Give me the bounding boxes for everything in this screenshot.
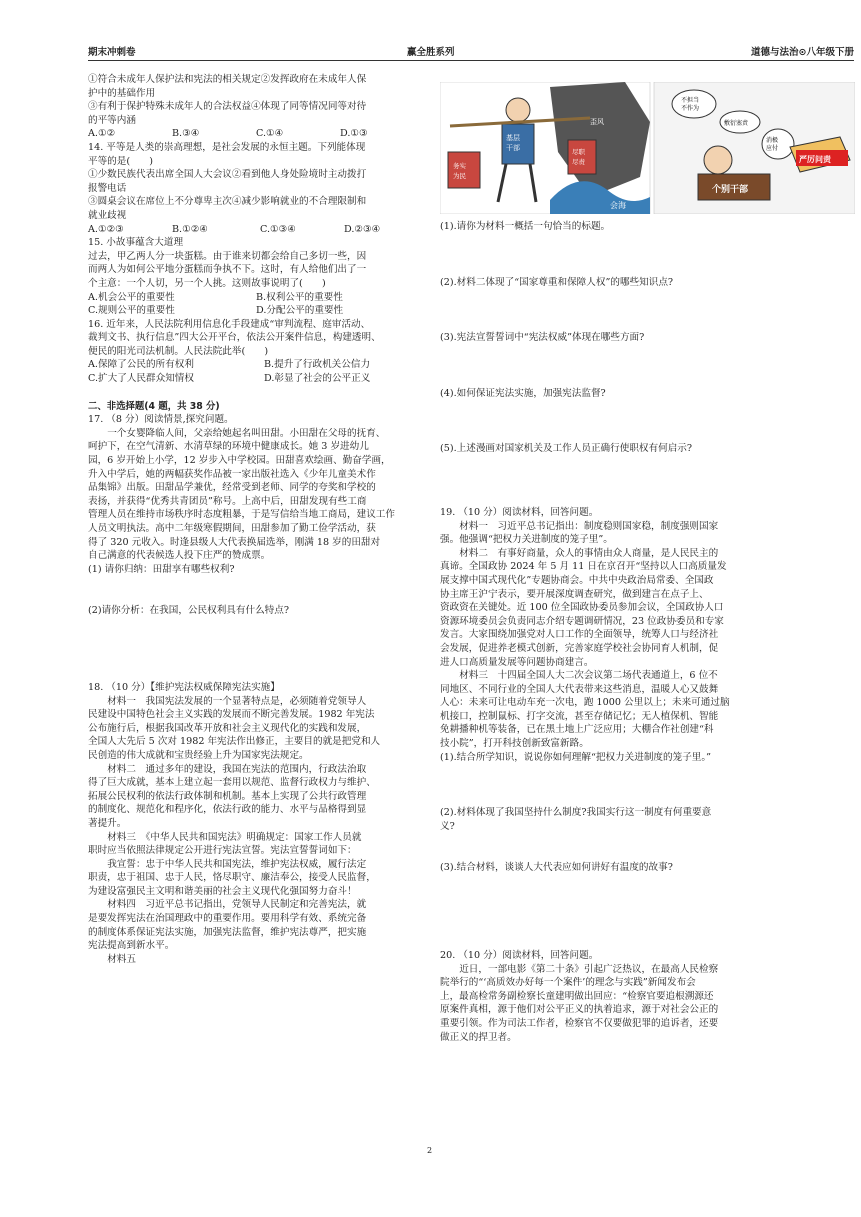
- q19-head: 19. （10 分）阅读材料，回答问题。: [440, 506, 599, 518]
- sign-1-line-1: 不担当: [681, 97, 700, 104]
- cartoon-left-panel: [440, 82, 650, 214]
- q14-option-d: D.②③④: [344, 223, 381, 235]
- q16-option-a: A.保障了公民的所有权利: [88, 359, 194, 371]
- bucket-right: [568, 140, 596, 174]
- official-head: [704, 146, 732, 174]
- q14-line: ③圆桌会议在席位上不分尊卑主次④减少影响就业的不合理限制和: [88, 196, 367, 208]
- header-left: 期末冲刺卷: [88, 47, 136, 58]
- q19-m2-line: 真谛。全国政协 2024 年 5 月 11 日在京召开“坚持以人口高质量发: [440, 561, 727, 573]
- q19-m3-line: 免耕播种机等装备，已在黑土地上广泛应用；大棚合作社创建“科: [440, 724, 714, 736]
- q14-line: 平等的是( ): [88, 155, 154, 167]
- q14-line: 报警电话: [88, 182, 127, 194]
- q18-m4-line: 是要发挥宪法在治国理政中的重要作用。要用科学有效、系统完备: [88, 913, 367, 925]
- q18-sub-1: (1).请你为材料一概括一句恰当的标题。: [440, 221, 611, 232]
- q13-options: [88, 127, 432, 141]
- q18-oath-line: 为建设富强民主文明和谐美丽的社会主义现代化强国努力奋斗！: [88, 885, 357, 897]
- q15-option-d: D.分配公平的重要性: [256, 305, 344, 317]
- q17-head: 17. （8 分）阅读情景,探究问题。: [88, 414, 234, 426]
- cadre-label-1: 基层: [506, 134, 520, 142]
- q18-m1-line: 民创造的伟大成就和宝贵经验上升为国家宪法规定。: [88, 749, 309, 761]
- q19-m2-line: 协主席王沪宁表示，要开展深度调查研究，做到建言在点子上、: [440, 588, 709, 600]
- q15-options-row1: [88, 291, 432, 305]
- page-number: 2: [427, 1146, 433, 1155]
- q18-sub-3: (3).宪法宣誓誓词中“宪法权威”体现在哪些方面?: [440, 332, 645, 344]
- q17-line: 自己满意的代表候选人投下庄严的赞成票。: [88, 550, 271, 562]
- q19-m2-line: 资源环境委员会负责同志介绍专题调研情况，23 位政协委员和专家: [440, 615, 724, 627]
- q18-oath-line: 职责，忠于祖国、忠于人民，恪尽职守、廉洁奉公，接受人民监督，: [88, 872, 376, 884]
- bucket-right-label-2: 尽责: [572, 158, 585, 166]
- q18-m2-line: 的制度化、规范化和程序化，依法行政的能力、水平与品格得到显: [88, 804, 367, 816]
- q19-m3-line: 机接口，控制鼠标、打字交流，甚至存储记忆；无人植保机、智能: [440, 710, 719, 722]
- q20-line: 原案件真相，源于他们对公平正义的执着追求，源于对社会公正的: [440, 1004, 719, 1016]
- q19-sub-2: (2).材料体现了我国坚持什么制度?我国实行这一制度有何重要意: [440, 807, 712, 819]
- q14-line: 就业歧视: [88, 209, 127, 221]
- q16-line: 裁判文书、执行信息”四大公开平台，依法公开案件信息，构建透明、: [88, 332, 381, 344]
- q17-line: 管理人员在维持市场秩序时态度粗暴，于是写信给当地工商局，建议工作: [88, 509, 395, 521]
- q14-line: 14. 平等是人类的崇高理想，是社会发展的永恒主题。下列能体现: [88, 141, 366, 153]
- q18-m4-line: 的制度体系保证宪法实施，加强宪法监督，维护宪法尊严，把实施: [88, 926, 367, 938]
- q20-line: 近日，一部电影《第二十条》引起广泛热议，在最高人民检察: [459, 963, 719, 975]
- header-center: 赢全胜系列: [407, 47, 455, 58]
- q15-options-row2: [88, 304, 432, 318]
- page-header: [88, 44, 854, 58]
- cartoon-right-panel: [654, 82, 855, 214]
- q18-m2-line: 材料二 通过多年的建设，我国在宪法的范围内，行政法治取: [107, 763, 367, 775]
- q13-line: 护中的基础作用: [88, 87, 156, 99]
- q19-sub-2-cont: 义?: [440, 820, 455, 832]
- q14-option-c: C.①③④: [260, 223, 296, 235]
- q18-sub-5: (5).上述漫画对国家机关及工作人员正确行使职权有何启示?: [440, 443, 693, 455]
- q14-options: [88, 223, 432, 237]
- q20-line: 做正义的捍卫者。: [440, 1031, 517, 1043]
- q14-line: ①少数民族代表出席全国人大会议②看到他人身处险境时主动拨打: [88, 169, 367, 181]
- q19-m2-line: 发言。大家围绕加强党对人口工作的全面领导，统筹人口与经济社: [440, 629, 719, 641]
- plaque-label: 个别干部: [712, 185, 749, 195]
- q18-m3-line: 材料三 《中华人民共和国宪法》明确规定：国家工作人员就: [107, 831, 362, 843]
- q17-subquestion-1: (1) 请你归纳：田甜享有哪些权利?: [88, 563, 235, 575]
- header-right: 道德与法治⊙八年级下册: [751, 47, 854, 58]
- q16-option-d: D.彰显了社会的公平正义: [264, 373, 371, 385]
- wave-label: 会海: [610, 201, 626, 210]
- q19-m2-line: 材料二 有事好商量，众人的事情由众人商量，是人民民主的: [459, 547, 719, 559]
- q18-m1-line: 材料一 我国宪法发展的一个显著特点是，必须随着党领导人: [107, 695, 367, 707]
- q16-option-c: C.扩大了人民群众知情权: [88, 373, 194, 385]
- section-title: 二、非选择题(4 题，共 38 分): [88, 400, 220, 412]
- q19-m3-line: 材料三 十四届全国人大二次会议第二场代表通道上，6 位不: [459, 670, 718, 682]
- q15-line: 过去，甲乙两人分一块蛋糕。由于谁来切都会给自己多切一些，因: [88, 250, 367, 262]
- q17-line: 人员文明执法。高中二年级寒假期间，田甜参加了勤工俭学活动，获: [88, 523, 376, 534]
- sign-3-line-2: 应付: [766, 145, 779, 152]
- q13-line: ①符合未成年人保护法和宪法的相关规定②发挥政府在未成年人保: [88, 74, 367, 85]
- q19-m2-line: 资政资在关键处。近 100 位全国政协委员参加会议，全国政协人口: [440, 602, 724, 614]
- q17-subquestion-2: (2)请你分析：在我国，公民权利具有什么特点?: [88, 605, 290, 617]
- q16-options-row2: [88, 372, 432, 386]
- q18-m4-line: 材料四 习近平总书记指出，党领导人民制定和完善宪法，就: [107, 899, 367, 911]
- q18-m3-line: 职时应当依照法律规定公开进行宪法宣誓。宪法宣誓誓词如下：: [88, 845, 357, 857]
- q17-line: 园，6 岁开始上小学，12 岁步入中学校园。田甜喜欢绘画、勤奋学画，: [88, 455, 391, 467]
- q14-option-b: B.①②④: [172, 223, 208, 235]
- q19-sub-1: (1).结合所学知识，说说你如何理解“把权力关进制度的笼子里。”: [440, 751, 712, 763]
- q13-line: 的平等内涵: [88, 114, 136, 126]
- q15-line: 个主意：一个人切，另一个人挑。这则故事说明了( ): [88, 277, 326, 289]
- bucket-right-label-1: 尽职: [572, 148, 585, 156]
- q16-line: 便民的阳光司法机制。人民法院此举( ): [88, 345, 269, 357]
- q20-line: 上，最高检常务副检察长童建明做出回应：“检察官要追根溯源还: [440, 990, 714, 1002]
- q19-m3-line: 人心：未来可让电动车充一次电，跑 1000 公里以上；未来可通过脑: [440, 697, 730, 709]
- q13-line: ③有利于保护特殊未成年人的合法权益④体现了同等情况同等对待: [88, 101, 367, 113]
- q19-m3-line: 技小院”，打开科技创新致富新路。: [440, 738, 589, 750]
- cadre-label-2: 干部: [506, 144, 520, 152]
- q17-line: 一个女婴降临人间，父亲给她起名叫田甜。小田甜在父母的抚育、: [107, 427, 386, 439]
- q16-options-row1: [88, 358, 432, 372]
- q18-sub-4: (4).如何保证宪法实施，加强宪法监督?: [440, 387, 606, 399]
- sign-3: [762, 129, 794, 159]
- bucket-left: [448, 152, 480, 188]
- q20-line: 重要引领。作为司法工作者，检察官不仅要做犯罪的追诉者，还要: [440, 1018, 719, 1029]
- q19-m2-line: 会发展，促进养老模式创新，完善家庭学校社会协同育人机制，促: [440, 642, 719, 654]
- sign-2-label: 敷衍塞责: [724, 120, 749, 127]
- q18-head: 18. （10 分）【维护宪法权威保障宪法实施】: [88, 681, 280, 693]
- sign-3-line-1: 消极: [766, 137, 779, 144]
- q18-oath-line: 我宣誓：忠于中华人民共和国宪法，维护宪法权威，履行法定: [107, 858, 367, 870]
- q15-line: 15. 小故事蕴含大道理: [88, 237, 184, 249]
- q16-line: 16. 近年来，人民法院利用信息化手段建成“审判流程、庭审活动、: [88, 318, 371, 330]
- sign-1: [672, 90, 716, 118]
- q18-sub-2: (2).材料二体现了“国家尊重和保障人权”的哪些知识点?: [440, 276, 674, 288]
- q14-option-a: A.①②③: [88, 223, 124, 235]
- cadre-head: [506, 98, 530, 122]
- night-label: 歪风: [590, 118, 604, 126]
- q17-line: 呵护下，在空气清新、水清草绿的环境中健康成长。她 3 岁进幼儿: [88, 441, 369, 453]
- q18-m2-line: 得了巨大成就，基本上建立起一套用以规范、监督行政权力与维护、: [88, 777, 376, 789]
- q19-m2-line: 展支撑中国式现代化”专题协商会。中共中央政治局常委、全国政: [440, 574, 714, 586]
- q19-m1-line: 材料一 习近平总书记指出：制度稳则国家稳，制度强则国家: [459, 520, 719, 532]
- q18-m2-line: 著提升。: [88, 817, 127, 829]
- q19-m3-line: 同地区、不同行业的全国人大代表带来这些消息，温暖人心又鼓舞: [440, 683, 719, 695]
- q20-head: 20. （10 分）阅读材料，回答问题。: [440, 950, 599, 962]
- q18-m5-label: 材料五: [107, 953, 136, 965]
- q15-line: 而两人为如何公平地分蛋糕而争执不下。这时，有人给他们出了一: [88, 264, 367, 276]
- q18-m1-line: 民建设中国特色社会主义实践的发展而不断完善发展。1982 年宪法: [88, 709, 375, 721]
- q20-line: 院举行的“‘高质效办好每一个案件’的理念与实践”新闻发布会: [440, 977, 696, 989]
- q13-option-b: B.③④: [172, 128, 200, 140]
- right-column: [440, 220, 854, 1044]
- q19-m1-line: 强。他强调“把权力关进制度的笼子里”。: [440, 534, 613, 546]
- q19-m2-line: 进人口高质量发展等问题协商建言。: [440, 656, 594, 668]
- bucket-left-label-2: 为民: [453, 172, 466, 180]
- cartoon-illustration: [440, 82, 855, 214]
- q13-option-d: D.①③: [340, 128, 368, 140]
- q18-m2-line: 拓展公民权利的依法行政体制和机制。基本上实现了公共行政管理: [88, 790, 367, 802]
- q18-m1-line: 全国人大先后 5 次对 1982 年宪法作出修正，主要目的就是把党和人: [88, 736, 381, 748]
- q15-option-c: C.规则公平的重要性: [88, 305, 175, 317]
- q13-option-c: C.①④: [256, 128, 284, 140]
- q17-line: 得了 320 元收入。时逢县级人大代表换届选举，刚满 18 岁的田甜对: [88, 536, 381, 548]
- q15-option-b: B.权利公平的重要性: [256, 291, 343, 303]
- left-column: [88, 73, 432, 966]
- q19-sub-3: (3).结合材料，谈谈人大代表应如何讲好有温度的故事?: [440, 862, 673, 874]
- q18-m1-line: 公布施行后，根据我国改革开放和社会主义现代化的实践和发展，: [88, 722, 367, 734]
- accountability-label: 严厉问责: [799, 154, 831, 164]
- header-rule: [88, 60, 854, 61]
- bucket-left-label-1: 务实: [453, 162, 466, 170]
- q17-line: 升入中学后，她的两幅获奖作品被一家出版社选入《少年儿童美术作: [88, 468, 376, 480]
- sign-1-line-2: 不作为: [681, 105, 700, 112]
- q13-option-a: A.①②: [88, 128, 116, 140]
- q16-option-b: B.提升了行政机关公信力: [264, 359, 371, 371]
- q18-m4-line: 宪法提高到新水平。: [88, 940, 175, 952]
- q15-option-a: A.机会公平的重要性: [88, 291, 175, 303]
- q17-line: 品集锦》出版。田甜品学兼优，经常受到老师、同学的夸奖和学校的: [88, 482, 376, 494]
- q17-line: 表扬，并获得“优秀共青团员”称号。上高中后，田甜发现有些工商: [88, 495, 367, 507]
